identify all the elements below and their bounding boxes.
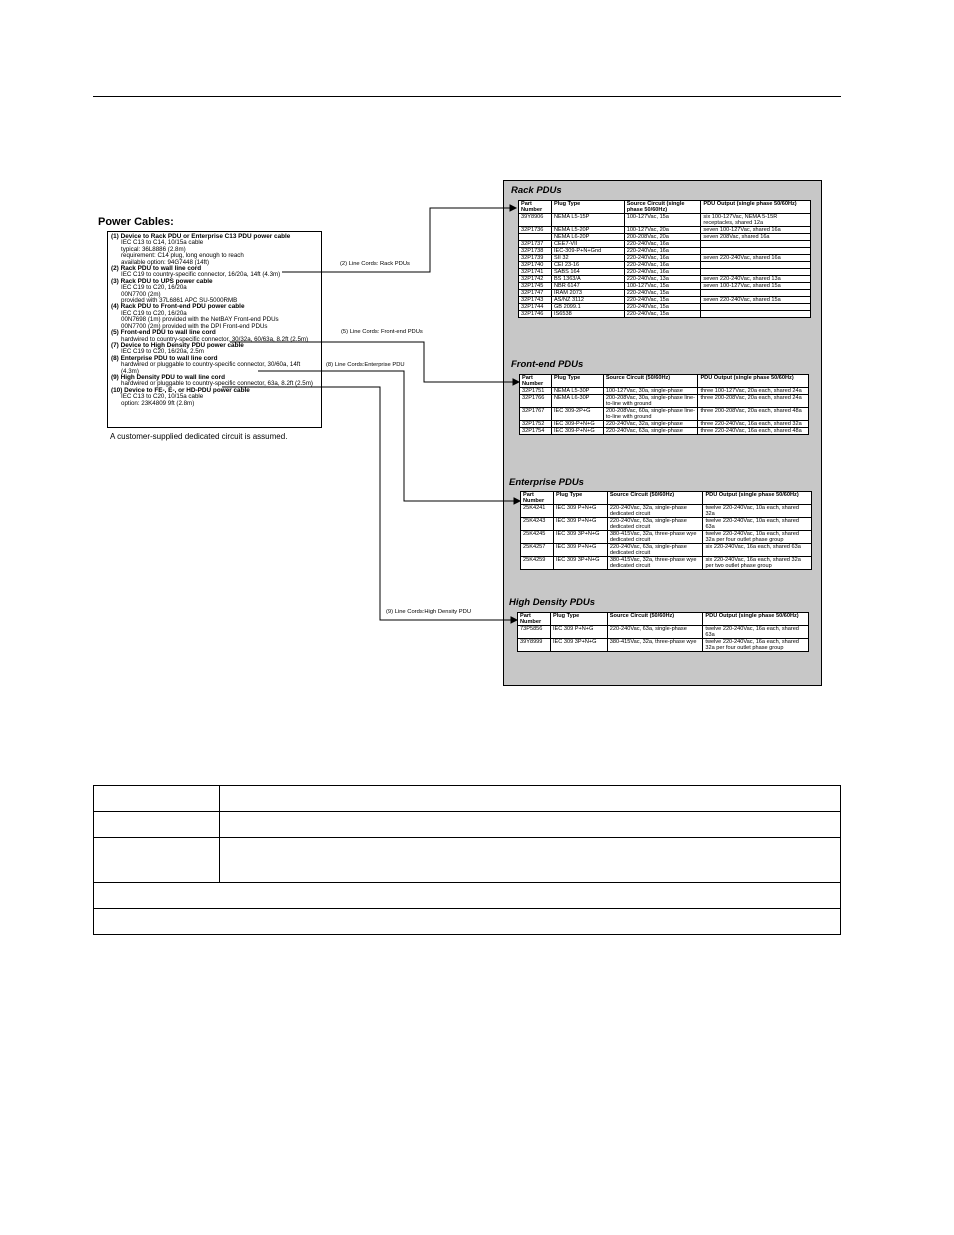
table-cell: 25K4241: [521, 505, 554, 518]
table-cell: seven 100-127Vac, shared 16a: [701, 227, 811, 234]
frontend-pdus-title: Front-end PDUs: [511, 359, 584, 370]
power-cable-detail: 00N7698 (1m) provided with the NetBAY Front-end PDUs: [121, 316, 279, 324]
table-cell: seven 220-240Vac, shared 13a: [701, 276, 811, 283]
table-cell: IS6538: [551, 311, 624, 318]
table-cell: 32P1767: [520, 408, 552, 421]
enterprise-arrowhead: [514, 498, 520, 504]
table-cell: IEC 309 P+N+G: [553, 544, 607, 557]
power-cables-note: A customer-supplied dedicated circuit is assumed.: [110, 432, 288, 441]
table-cell: 380-415Vac, 32a, three-phase wye: [607, 639, 703, 652]
table-cell: CEE7-VII: [551, 241, 624, 248]
table-cell: NBR 6147: [551, 283, 624, 290]
table-cell: seven 220-240Vac, shared 16a: [701, 255, 811, 262]
frontend-connector-line: [230, 342, 513, 382]
label-rack-line-cords: (2) Line Cords: Rack PDUs: [340, 261, 410, 267]
table-cell: NEMA L5-15P: [551, 214, 624, 227]
table-cell: six 100-127Vac, NEMA 5-15R receptacles, shared 12a: [701, 214, 811, 227]
column-header: Plug Type: [553, 492, 607, 505]
table-cell: IEC 309 P+N+G: [550, 626, 607, 639]
table-cell: six 220-240Vac, 16a each, shared 63a: [703, 544, 812, 557]
column-header: Part Number: [519, 201, 552, 214]
table-cell: SII 32: [551, 255, 624, 262]
label-frontend-line-cords: (5) Line Cords: Front-end PDUs: [341, 329, 423, 335]
power-cable-detail: hardwired or pluggable to country-specific connector, 30/60a, 14ft: [121, 361, 301, 369]
table-cell: [220, 812, 841, 838]
frontend-arrowhead: [513, 379, 519, 385]
table-cell: 32P1742: [519, 276, 552, 283]
table-cell: 220-240Vac, 15a: [624, 311, 701, 318]
table-cell: [94, 909, 841, 935]
power-cable-detail: 00N7700 (2m) provided with the DPI Front-end PDUs: [121, 322, 268, 330]
table-cell: NEMA L6-30P: [551, 395, 603, 408]
table-cell: 32P1743: [519, 297, 552, 304]
table-cell: 32P1744: [519, 304, 552, 311]
label-highdensity-line-cords: (9) Line Cords:High Density PDU: [386, 609, 472, 615]
power-cable-heading: (8) Enterprise PDU to wall line cord: [111, 354, 218, 362]
table-cell: 32P1739: [519, 255, 552, 262]
power-cable-detail: available option: 94G7448 (14ft): [121, 258, 210, 266]
power-cable-detail: option: 23K4809 9ft (2.8m): [121, 399, 195, 407]
table-cell: NEMA L5-20P: [551, 227, 624, 234]
table-cell: three 100-127Vac, 20a each, shared 24a: [698, 388, 809, 395]
column-header: Source Circuit (50/60Hz): [607, 492, 703, 505]
table-cell: 100-127Vac, 15a: [624, 283, 701, 290]
table-cell: 220-240Vac, 16a: [624, 241, 701, 248]
table-cell: 32P1737: [519, 241, 552, 248]
table-cell: three 200-208Vac, 20a each, shared 24a: [698, 395, 809, 408]
column-header: PDU Output (single phase 50/60Hz): [703, 492, 812, 505]
table-cell: 73P5856: [518, 626, 551, 639]
table-cell: 39Y8906: [519, 214, 552, 227]
table-cell: 220-240Vac, 16a: [624, 262, 701, 269]
table-cell: 220-240Vac, 32a, single-phase: [603, 421, 698, 428]
table-cell: 25K4245: [521, 531, 554, 544]
table-cell: 100-127Vac, 20a: [624, 227, 701, 234]
column-header: Part Number: [520, 375, 552, 388]
power-cable-detail: IEC C19 to C20, 16/20a: [121, 309, 187, 317]
power-cable-heading: (4) Rack PDU to Front-end PDU power cable: [111, 303, 245, 311]
table-cell: 220-240Vac, 13a: [624, 276, 701, 283]
table-cell: 32P1736: [519, 227, 552, 234]
column-header: Source Circuit (single phase 50/60Hz): [624, 201, 701, 214]
table-cell: 220-240Vac, 63a, single-phase dedicated circuit: [607, 544, 703, 557]
table-cell: GB 2099.1: [551, 304, 624, 311]
table-cell: 32P1740: [519, 262, 552, 269]
table-cell: 220-240Vac, 63a, single-phase dedicated circuit: [607, 518, 703, 531]
power-cable-heading: (2) Rack PDU to wall line cord: [111, 265, 202, 273]
power-cable-detail: provided with 37L6861 APC SU-5000RMB: [121, 297, 238, 305]
label-enterprise-line-cords: (8) Line Cords:Enterprise PDU: [326, 362, 405, 368]
rack-arrowhead: [510, 205, 516, 211]
table-cell: IEC 309-2P+G: [551, 408, 603, 421]
power-cable-detail: 00N7700 (2m): [121, 290, 161, 298]
table-cell: IEC 309-P+N+G: [551, 428, 603, 435]
table-cell: IEC 309 3P+N+G: [553, 531, 607, 544]
table-cell: 25K4243: [521, 518, 554, 531]
table-cell: three 200-208Vac, 20a each, shared 48a: [698, 408, 809, 421]
column-header: Source Circuit (50/60Hz): [607, 613, 703, 626]
table-cell: 100-127Vac, 30a, single-phase: [603, 388, 698, 395]
table-cell: 380-415Vac, 32a, three-phase wye dedicated circuit: [607, 531, 703, 544]
table-cell: 32P1745: [519, 283, 552, 290]
column-header: Part Number: [521, 492, 554, 505]
table-cell: 32P1754: [520, 428, 552, 435]
table-cell: 25K4257: [521, 544, 554, 557]
column-header: Part Number: [518, 613, 551, 626]
table-cell: twelve 220-240Vac, 10a each, shared 63a: [703, 518, 812, 531]
table-cell: twelve 220-240Vac, 16a each, shared 63a: [703, 626, 809, 639]
table-cell: twelve 220-240Vac, 10a each, shared 32a per four outlet phase group: [703, 531, 812, 544]
table-cell: 220-240Vac, 16a: [624, 255, 701, 262]
table-cell: IEC 309 P+N+G: [553, 505, 607, 518]
column-header: PDU Output (single phase 50/60Hz): [701, 201, 811, 214]
highdensity-arrowhead: [511, 617, 517, 623]
column-header: Plug Type: [550, 613, 607, 626]
table-cell: twelve 220-240Vac, 16a each, shared 32a per four outlet phase group: [703, 639, 809, 652]
table-cell: [220, 786, 841, 812]
power-cable-detail: hardwired to country-specific connector, 30/32a, 60/63a, 8.2ft (2.5m): [121, 335, 309, 343]
table-cell: IEC 309-P+N+G: [551, 421, 603, 428]
table-cell: 200-208Vac, 20a: [624, 234, 701, 241]
power-cable-heading: (9) High Density PDU to wall line cord: [111, 373, 225, 381]
table-cell: 380-415Vac, 32a, three-phase wye dedicated circuit: [607, 557, 703, 570]
rack-pdus-title: Rack PDUs: [511, 185, 562, 196]
table-cell: 39Y8999: [518, 639, 551, 652]
power-cable-heading: (10) Device to FE-, E-, or HD-PDU power cable: [111, 386, 250, 394]
table-cell: 32P1746: [519, 311, 552, 318]
table-cell: NEMA L5-30P: [551, 388, 603, 395]
table-cell: [94, 786, 220, 812]
table-cell: 32P1752: [520, 421, 552, 428]
table-cell: [94, 812, 220, 838]
table-cell: SABS 164: [551, 269, 624, 276]
table-cell: 220-240Vac, 15a: [624, 304, 701, 311]
table-cell: 200-208Vac, 30a, single-phase line-to-line with ground: [603, 395, 698, 408]
table-cell: 220-240Vac, 15a: [624, 290, 701, 297]
table-cell: seven 208Vac, shared 16a: [701, 234, 811, 241]
enterprise-connector-line: [258, 371, 514, 501]
table-cell: 220-240Vac, 15a: [624, 297, 701, 304]
empty-bottom-table: [93, 785, 841, 935]
table-cell: CEI 23-16: [551, 262, 624, 269]
table-cell: 32P1751: [520, 388, 552, 395]
column-header: PDU Output (single phase 50/60Hz): [703, 613, 809, 626]
table-cell: seven 100-127Vac, shared 15a: [701, 283, 811, 290]
table-cell: IEC-309-P+N+Gnd: [551, 248, 624, 255]
power-cable-heading: (5) Front-end PDU to wall line cord: [111, 329, 216, 337]
highdensity-connector-line: [222, 387, 511, 620]
table-cell: 32P1747: [519, 290, 552, 297]
table-cell: IRAM 2073: [551, 290, 624, 297]
enterprise-pdus-title: Enterprise PDUs: [509, 477, 584, 488]
table-cell: 32P1738: [519, 248, 552, 255]
table-cell: IEC 309 3P+N+G: [550, 639, 607, 652]
table-cell: 220-240Vac, 16a: [624, 269, 701, 276]
table-cell: 100-127Vac, 15a: [624, 214, 701, 227]
table-cell: 32P1741: [519, 269, 552, 276]
table-cell: six 220-240Vac, 16a each, shared 32a per two outlet phase group: [703, 557, 812, 570]
power-cable-detail: IEC C13 to C20, 10/15a cable: [121, 393, 204, 401]
table-cell: NEMA L6-20P: [551, 234, 624, 241]
power-cable-heading: (3) Rack PDU to UPS power cable: [111, 277, 213, 285]
column-header: PDU Output (single phase 50/60Hz): [698, 375, 809, 388]
table-cell: 200-208Vac, 60a, single-phase line-to-line with ground: [603, 408, 698, 421]
column-header: Plug Type: [551, 201, 624, 214]
power-cable-detail: IEC C19 to C20, 16/20a, 2.5m: [121, 348, 204, 356]
table-cell: IEC 309 3P+N+G: [553, 557, 607, 570]
power-cable-detail: typical: 36L8886 (2.8m): [121, 245, 186, 253]
power-cable-detail: IEC C19 to country-specific connector, 16/20a, 14ft (4.3m): [121, 271, 281, 279]
power-cables-title: Power Cables:: [98, 216, 174, 228]
table-cell: three 220-240Vac, 16a each, shared 32a: [698, 421, 809, 428]
table-cell: 220-240Vac, 16a: [624, 248, 701, 255]
table-cell: [94, 838, 220, 883]
table-cell: 32P1766: [520, 395, 552, 408]
table-cell: seven 220-240Vac, shared 15a: [701, 297, 811, 304]
power-cable-detail: hardwired or pluggable to country-specific connector, 63a, 8.2ft (2.5m): [121, 380, 313, 388]
power-cable-heading: (1) Device to Rack PDU or Enterprise C13 PDU power cable: [111, 233, 291, 240]
column-header: Source Circuit (50/60Hz): [603, 375, 698, 388]
table-cell: AS/NZ 3112: [551, 297, 624, 304]
table-cell: twelve 220-240Vac, 10a each, shared 32a: [703, 505, 812, 518]
table-cell: [94, 883, 841, 909]
table-cell: 25K4259: [521, 557, 554, 570]
table-cell: 220-240Vac, 63a, single-phase: [607, 626, 703, 639]
power-cable-detail: (4.3m): [121, 367, 139, 375]
rack-connector-line: [282, 208, 510, 272]
table-cell: IEC 309 P+N+G: [553, 518, 607, 531]
power-cable-detail: IEC C19 to C20, 16/20a: [121, 284, 187, 292]
table-cell: three 220-240Vac, 16a each, shared 48a: [698, 428, 809, 435]
table-cell: 220-240Vac, 32a, single-phase dedicated circuit: [607, 505, 703, 518]
table-cell: 220-240Vac, 63a, single-phase: [603, 428, 698, 435]
table-cell: BS 1363/A: [551, 276, 624, 283]
column-header: Plug Type: [551, 375, 603, 388]
power-cable-heading: (7) Device to High Density PDU power cable: [111, 341, 244, 349]
table-cell: [220, 838, 841, 883]
power-cable-detail: requirement: C14 plug, long enough to reach: [121, 252, 244, 260]
power-cable-detail: IEC C13 to C14, 10/15a cable: [121, 239, 204, 247]
highdensity-pdus-title: High Density PDUs: [509, 597, 596, 608]
